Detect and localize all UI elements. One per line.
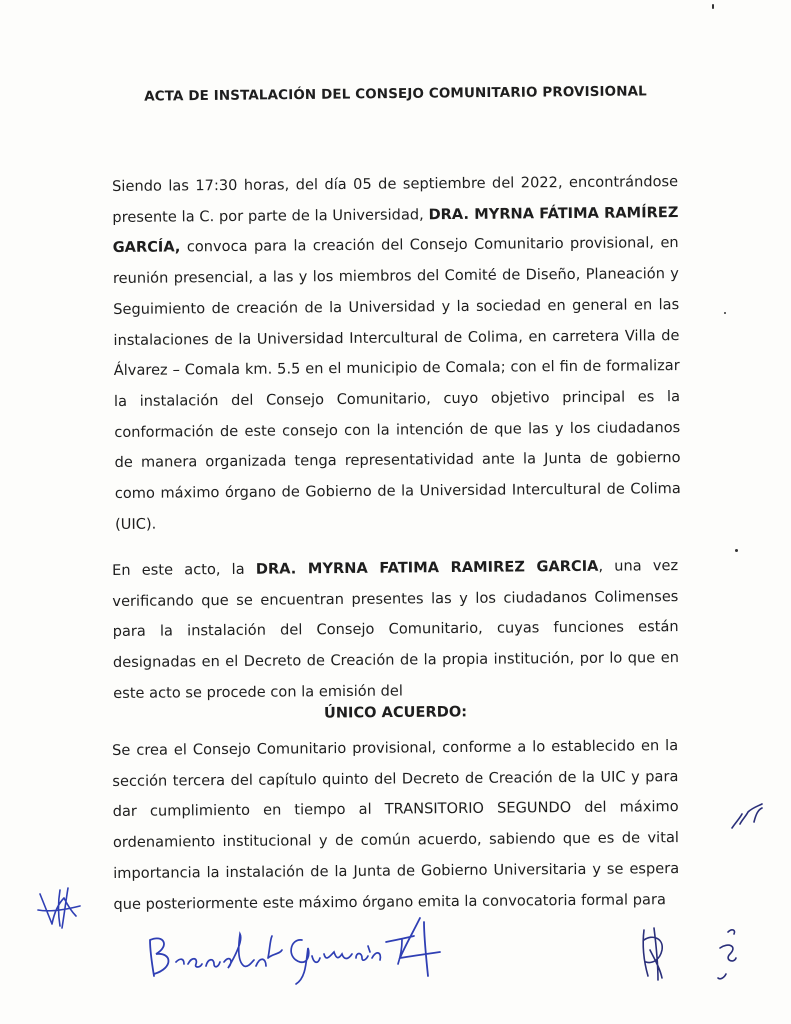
paragraph-2 (112, 551, 679, 709)
scan-speck (712, 4, 714, 9)
signature-mark-four (396, 912, 446, 982)
scan-speck (735, 549, 738, 552)
paragraph-2-text-b: , una vez verificando que se encuentran presentes las y los ciudadanos Colimenses para la instalación del Consejo Comunitario, cuyas funciones están designadas en el Decreto de Creación de la propia institución, por lo que en este acto se procede con la emisión del (112, 557, 679, 702)
paragraph-2-text-a: En este acto, la (112, 560, 256, 579)
paragraph-2-name: DRA. MYRNA FATIMA RAMIREZ GARCIA (255, 557, 599, 578)
paragraph-1-text-b: convoca para la creación del Consejo Comunitario provisional, en reunión presencial, a las y los miembros del Comité de Diseño, Planeación y Seguimiento de creación de la Universidad y la sociedad en general en las instalaciones de la Universidad Intercultural de Colima, en carretera Villa de Álvarez – Comala km. 5.5 en el municipio de Comala; con el fin de formalizar la instalación del Consejo Comunitario, cuyo objetivo principal es la conformación de este consejo con la intención de que las y los ciudadanos de manera organizada tenga representatividad ante la Junta de gobierno como máximo órgano de Gobierno de la Universidad Intercultural de Colima (UIC). (112, 234, 681, 533)
paragraph-1 (112, 167, 681, 540)
margin-initials-left (30, 880, 86, 936)
scan-speck (724, 312, 726, 314)
margin-initials-right (728, 800, 768, 836)
handwritten-signature-name (140, 918, 440, 998)
document-title: ACTA DE INSTALACIÓN DEL CONSEJO COMUNITARIO PROVISIONAL (144, 83, 647, 105)
signature-squiggle-right (706, 918, 756, 988)
paragraph-1-name: DRA. MYRNA FÁTIMA RAMÍREZ GARCÍA, (112, 203, 679, 257)
signature-initials-bottom (630, 920, 680, 990)
paragraph-1-text-a: Siendo las 17:30 horas, del día 05 de septiembre del 2022, encontrándose presente la C. por parte de la Universidad, (112, 173, 679, 226)
paragraph-3: Se crea el Consejo Comunitario provisional, conforme a lo establecido en la sección tercera del capítulo quinto del Decreto de Creación de la UIC y para dar cumplimiento en tiempo al TRANSITORIO SEGUNDO del máximo ordenamiento institucional y de común acuerdo, sabiendo que es de vital importancia la instalación de la Junta de Gobierno Universitaria y se espera que posteriormente este máximo órgano emita la convocatoria formal para (112, 737, 680, 913)
agreement-heading: ÚNICO ACUERDO: (323, 703, 468, 722)
